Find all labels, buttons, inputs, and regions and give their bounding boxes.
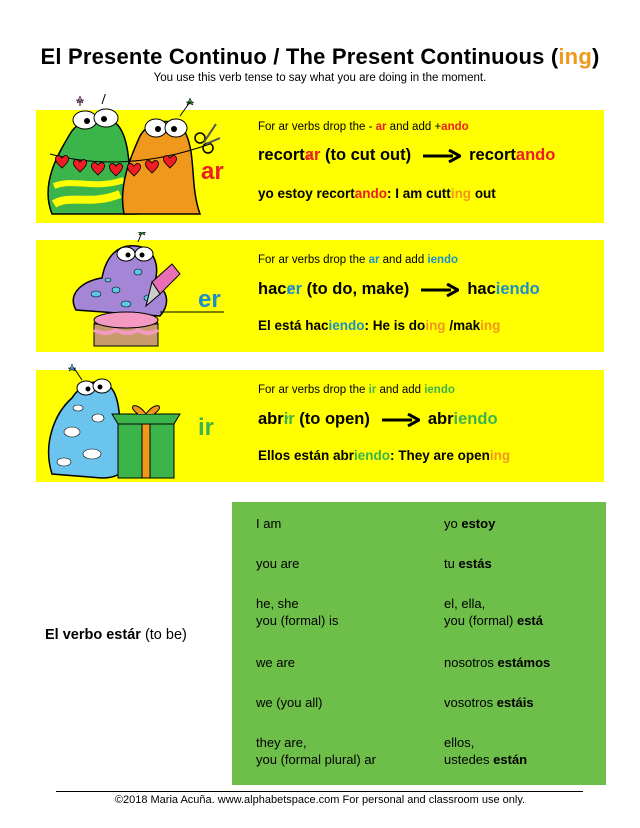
- estar-es-row-4: nosotros estámos: [444, 655, 551, 670]
- arrow-icon: [421, 283, 459, 297]
- estar-en-row-5: we (you all): [256, 695, 323, 710]
- estar-label: El verbo estár (to be): [45, 627, 187, 643]
- ar-section: [36, 110, 604, 223]
- estar-es-row-2: tu estás: [444, 556, 492, 571]
- arrow-icon: [382, 413, 420, 427]
- ir-rule-text: For ar verbs drop the ir and add iendo: [258, 384, 455, 396]
- arrow-icon: [423, 149, 461, 163]
- estar-conjugation-table: [232, 502, 606, 785]
- er-suffix: er: [198, 286, 221, 313]
- er-example-sentence: El está haciendo: He is doing /making: [258, 318, 501, 333]
- estar-en-row-6: they are, you (formal plural) ar: [256, 735, 376, 767]
- ar-example-sentence: yo estoy recortando: I am cutting out: [258, 186, 496, 201]
- estar-es-row-3: el, ella, you (formal) está: [444, 596, 543, 628]
- er-verb-conversion: hacer (to do, make) haciendo: [258, 280, 540, 298]
- er-rule-text: For ar verbs drop the ar and add iendo: [258, 254, 459, 266]
- ir-verb-conversion: abrir (to open) abriendo: [258, 410, 498, 428]
- footer-divider: [56, 791, 583, 792]
- ir-suffix: ir: [198, 414, 215, 441]
- er-section: [36, 240, 604, 352]
- page-title: El Presente Continuo / The Present Continuous (ing): [40, 44, 600, 69]
- estar-en-row-4: we are: [256, 655, 296, 670]
- estar-en-row-1: I am: [256, 516, 282, 531]
- ar-rule-text: For ar verbs drop the - ar and add +ando: [258, 121, 469, 133]
- ir-illustration: [42, 362, 202, 486]
- estar-en-row-3: he, she you (formal) is: [256, 596, 339, 628]
- ir-section: [36, 370, 604, 482]
- estar-es-row-6: ellos, ustedes están: [444, 735, 528, 767]
- ir-example-sentence: Ellos están abriendo: They are opening: [258, 448, 511, 463]
- ar-suffix: ar: [201, 158, 224, 185]
- page-subtitle: You use this verb tense to say what you are doing in the moment.: [153, 72, 487, 84]
- footer-copyright: ©2018 Maria Acuña. www.alphabetspace.com For personal and classroom use only.: [114, 794, 526, 806]
- estar-es-row-1: yo estoy: [444, 516, 496, 531]
- ar-verb-conversion: recortar (to cut out) recortando: [258, 146, 556, 164]
- estar-en-row-2: you are: [256, 556, 300, 571]
- estar-es-row-5: vosotros estáis: [444, 695, 534, 710]
- ar-illustration: [40, 94, 220, 224]
